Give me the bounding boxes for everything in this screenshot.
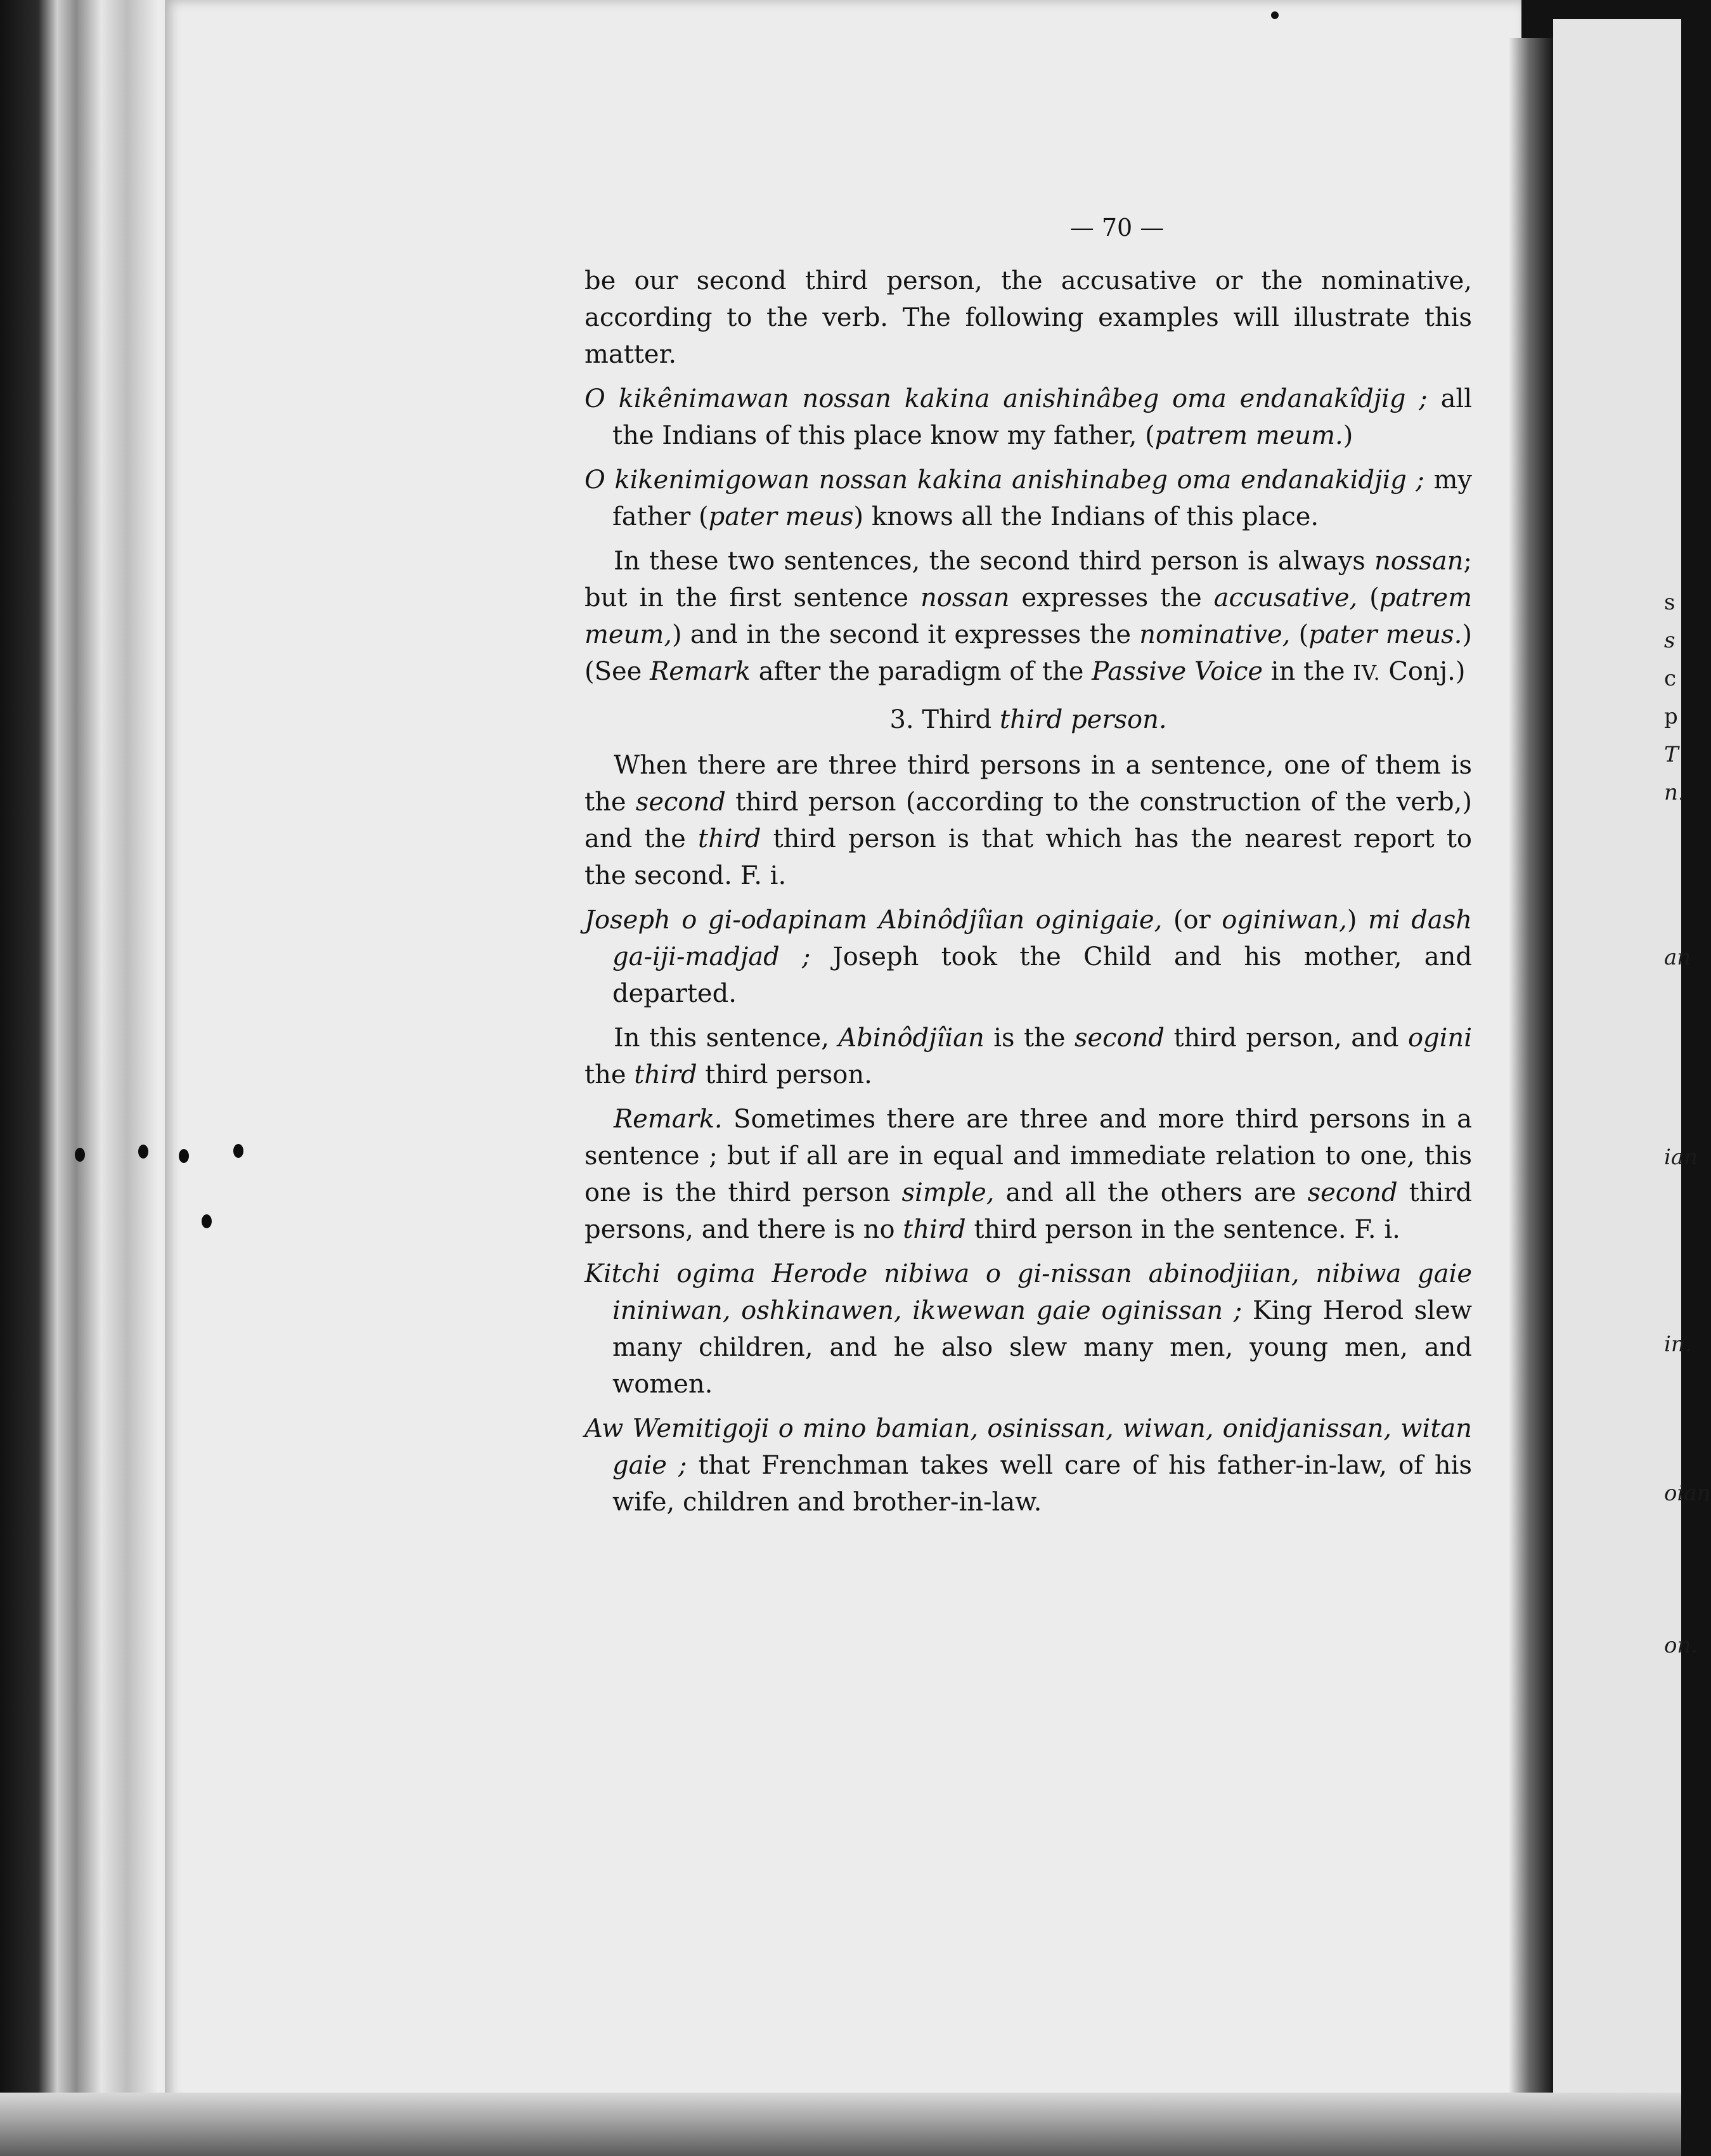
ojibwe-text: O kikenimigowan nossan kakina anishinabeg oma endanakidjig ; [584, 465, 1424, 495]
facing-page-fragment: s [1664, 628, 1675, 653]
facing-page-fragment: in. [1664, 1332, 1692, 1357]
paragraph-third-person: When there are three third persons in a sentence, one of them is the second third person (according to the construction of the verb,) and the third third person is that which has the nearest report to the second. F. i. [584, 751, 1472, 890]
facing-page-fragment: on. [1664, 1633, 1698, 1658]
page-text [584, 209, 1472, 1521]
example-2: O kikenimigowan nossan kakina anishinabeg oma endanakidjig ; my father (pater meus) knows all the Indians of this place. [584, 465, 1473, 531]
ink-speck [179, 1149, 189, 1163]
paragraph-intro: be our second third person, the accusative or the nominative, according to the verb. The following examples will illustrate this matter. [584, 266, 1472, 369]
gutter-shadow [1509, 38, 1553, 2093]
example-1: O kikênimawan nossan kakina anishinâbeg oma endanakîdjig ; all the Indians of this place know my father, (patrem meum.) [584, 384, 1472, 450]
facing-page-fragment: ian [1664, 1145, 1698, 1170]
example-4: Kitchi ogima Herode nibiwa o gi-nissan abinodjiian, nibiwa gaie ininiwan, oshkinawen, ikwewan gaie oginissan ; King Herod slew many children, and he also slew many men, young men, and women. [584, 1259, 1473, 1399]
ink-speck [75, 1148, 85, 1162]
scan-bottom-edge [0, 2093, 1681, 2156]
ink-speck [233, 1144, 243, 1158]
paragraph-remark: Remark. Sometimes there are three and more third persons in a sentence ; but if all are in equal and immediate relation to one, this one is the third person simple, and all the others are second third persons, and there is no third third person in the sentence. F. i. [584, 1105, 1472, 1244]
ink-speck [1271, 11, 1279, 19]
example-5: Aw Wemitigoji o mino bamian, osinissan, wiwan, onidjanissan, witan gaie ; that Frenchman takes well care of his father-in-law, of his wife, children and brother-in-law. [584, 1414, 1473, 1517]
example-3: Joseph o gi-odapinam Abinôdjîian oginigaie, (or oginiwan,) mi dash ga-iji-madjad ; Joseph took the Child and his mother, and departed. [584, 906, 1472, 1008]
facing-page-fragment: s [1664, 590, 1675, 615]
ojibwe-text: O kikênimawan nossan kakina anishinâbeg oma endanakîdjig ; [584, 384, 1428, 413]
facing-page-fragment: T [1664, 742, 1679, 767]
facing-page-fragment: n. [1664, 780, 1685, 805]
section-heading: 3. Third third person. [889, 705, 1167, 734]
facing-page-fragment: an [1664, 945, 1691, 970]
page-number: — 70 — [1069, 214, 1165, 242]
paragraph-explanation: In these two sentences, the second third person is always nossan; but in the first sentence nossan expresses the accusative, (patrem meum,) and in the second it expresses the nominative, (pater meus.) (See Remark after the paradigm of the Passive Voice in the IV. Conj.) [584, 547, 1472, 686]
ink-speck [202, 1214, 212, 1228]
facing-page-fragment: oian [1664, 1481, 1711, 1506]
facing-page-fragment: c [1664, 666, 1677, 691]
ink-speck [138, 1145, 148, 1159]
facing-page-edge [1553, 19, 1711, 2112]
facing-page-fragment: p [1664, 704, 1678, 729]
paragraph-in-this-sentence: In this sentence, Abinôdjîian is the second third person, and ogini the third third person. [584, 1023, 1472, 1089]
